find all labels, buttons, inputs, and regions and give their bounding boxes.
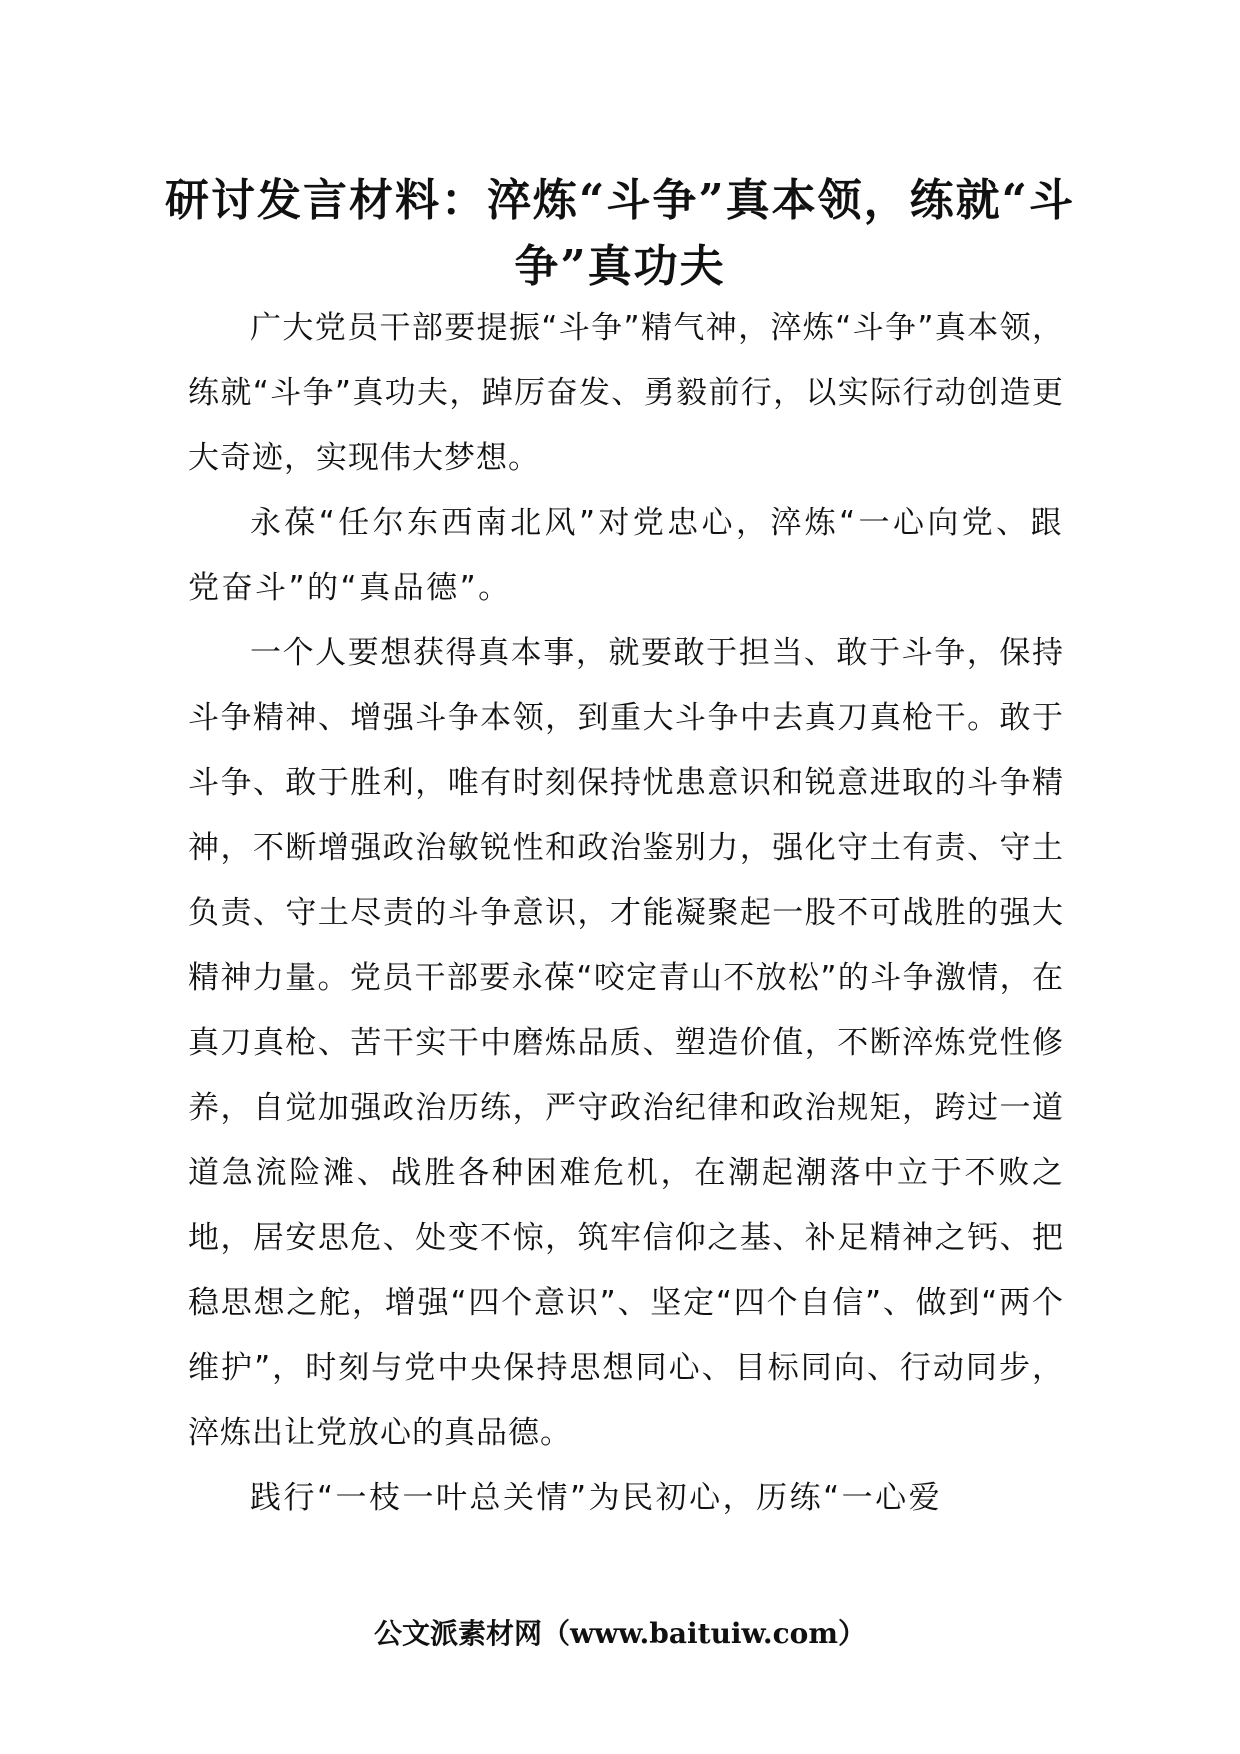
paragraph-main: 一个人要想获得真本事，就要敢于担当、敢于斗争，保持斗争精神、增强斗争本领，到重大斗争中去真刀真枪干。敢于斗争、敢于胜利，唯有时刻保持忧患意识和锐意进取的斗争精神，不断增强政治敏锐性和政治鉴别力，强化守土有责、守土负责、守土尽责的斗争意识，才能凝聚起一股不可战胜的强大精神力量。党员干部要永葆“咬定青山不放松”的斗争激情，在真刀真枪、苦干实干中磨炼品质、塑造价值，不断淬炼党性修养，自觉加强政治历练，严守政治纪律和政治规矩，跨过一道道急流险滩、战胜各种困难危机，在潮起潮落中立于不败之地，居安思危、处变不惊，筑牢信仰之基、补足精神之钙、把稳思想之舵，增强“四个意识”、坚定“四个自信”、做到“两个维护”，时刻与党中央保持思想同心、目标同向、行动同步，淬炼出让党放心的真品德。 [188,635,1064,1451]
document-title: 研讨发言材料：淬炼“斗争”真本领，练就“斗争”真功夫 [165,175,1075,292]
paragraph-heading-people: 践行“一枝一叶总关情”为民初心，历练“一心爱 [250,1480,943,1516]
page-footer: 公文派素材网（www.baituiw.com） [374,1617,866,1650]
paragraph-intro: 广大党员干部要提振“斗争”精气神，淬炼“斗争”真本领，练就“斗争”真功夫，踔厉奋发、勇毅前行，以实际行动创造更大奇迹，实现伟大梦想。 [188,310,1064,476]
paragraph-heading-loyalty: 永葆“任尔东西南北风”对党忠心，淬炼“一心向党、跟党奋斗”的“真品德”。 [188,505,1064,606]
document-body [188,296,1064,1531]
